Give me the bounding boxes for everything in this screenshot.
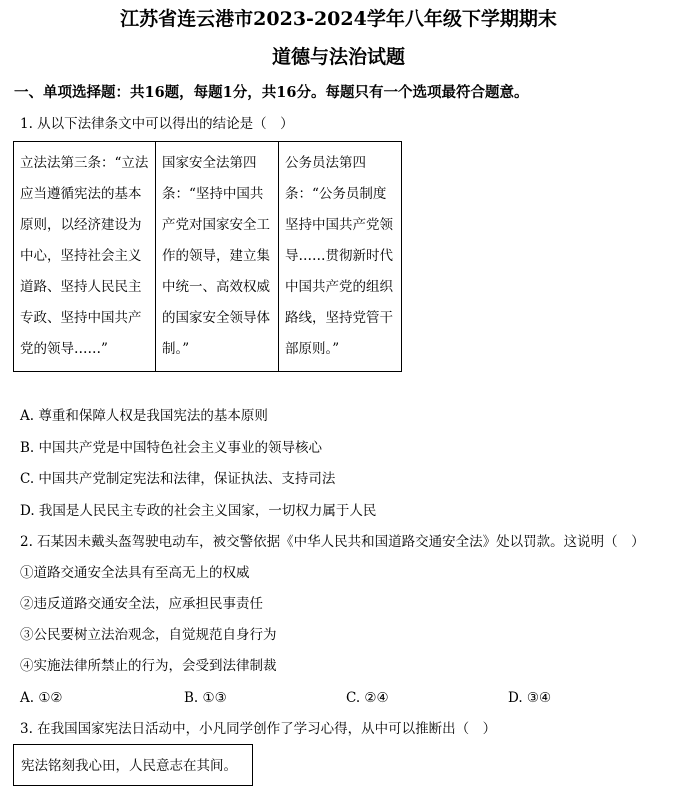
q1-option-d[interactable]: D. 我国是人民民主专政的社会主义国家，一切权力属于人民 — [20, 503, 377, 519]
study-note-text: 宪法铭刻我心田，人民意志在其间。 — [21, 758, 237, 774]
law-quote-table — [13, 141, 402, 372]
q1-option-c[interactable]: C. 中国共产党制定宪法和法律，保证执法、支持司法 — [20, 471, 336, 487]
exam-title-line2: 道德与法治试题 — [271, 46, 405, 68]
q2-option-c[interactable]: C. ②④ — [346, 690, 389, 706]
section-heading: 一、单项选择题：共16题，每题1分，共16分。每题只有一个选项最符合题意。 — [14, 84, 529, 101]
q2-option-d[interactable]: D. ③④ — [508, 690, 552, 706]
q1-option-b[interactable]: B. 中国共产党是中国特色社会主义事业的领导核心 — [20, 440, 323, 456]
q2-statement-3: ③公民要树立法治观念，自觉规范自身行为 — [20, 627, 277, 643]
question-3-stem: 3. 在我国国家宪法日活动中，小凡同学创作了学习心得，从中可以推断出（ ） — [20, 721, 497, 737]
quote-national-security-law: 国家安全法第四条：“坚持中国共产党对国家安全工作的领导，建立集中统一、高效权威的国家安全领导体制。” — [156, 142, 279, 372]
quote-legislation-law: 立法法第三条：“立法应当遵循宪法的基本原则，以经济建设为中心，坚持社会主义道路、坚持人民民主专政、坚持中国共产党的领导……” — [14, 142, 156, 372]
q2-option-a[interactable]: A. ①② — [20, 690, 63, 706]
quote-civil-servant-law: 公务员法第四条：“公务员制度坚持中国共产党领导……贯彻新时代中国共产党的组织路线，坚持党管干部原则。” — [279, 142, 402, 372]
question-2-stem: 2. 石某因未戴头盔驾驶电动车，被交警依据《中华人民共和国道路交通安全法》处以罚款。这说明（ ） — [20, 534, 645, 550]
q2-statement-2: ②违反道路交通安全法，应承担民事责任 — [20, 596, 263, 612]
q2-statement-1: ①道路交通安全法具有至高无上的权威 — [20, 565, 250, 581]
q2-option-b[interactable]: B. ①③ — [184, 690, 227, 706]
question-1-stem: 1. 从以下法律条文中可以得出的结论是（ ） — [20, 116, 294, 132]
study-note-box — [13, 744, 253, 786]
exam-title-line1: 江苏省连云港市2023-2024学年八年级下学期期末 — [120, 8, 557, 30]
q1-option-a[interactable]: A. 尊重和保障人权是我国宪法的基本原则 — [20, 408, 268, 424]
q2-statement-4: ④实施法律所禁止的行为，会受到法律制裁 — [20, 658, 277, 674]
